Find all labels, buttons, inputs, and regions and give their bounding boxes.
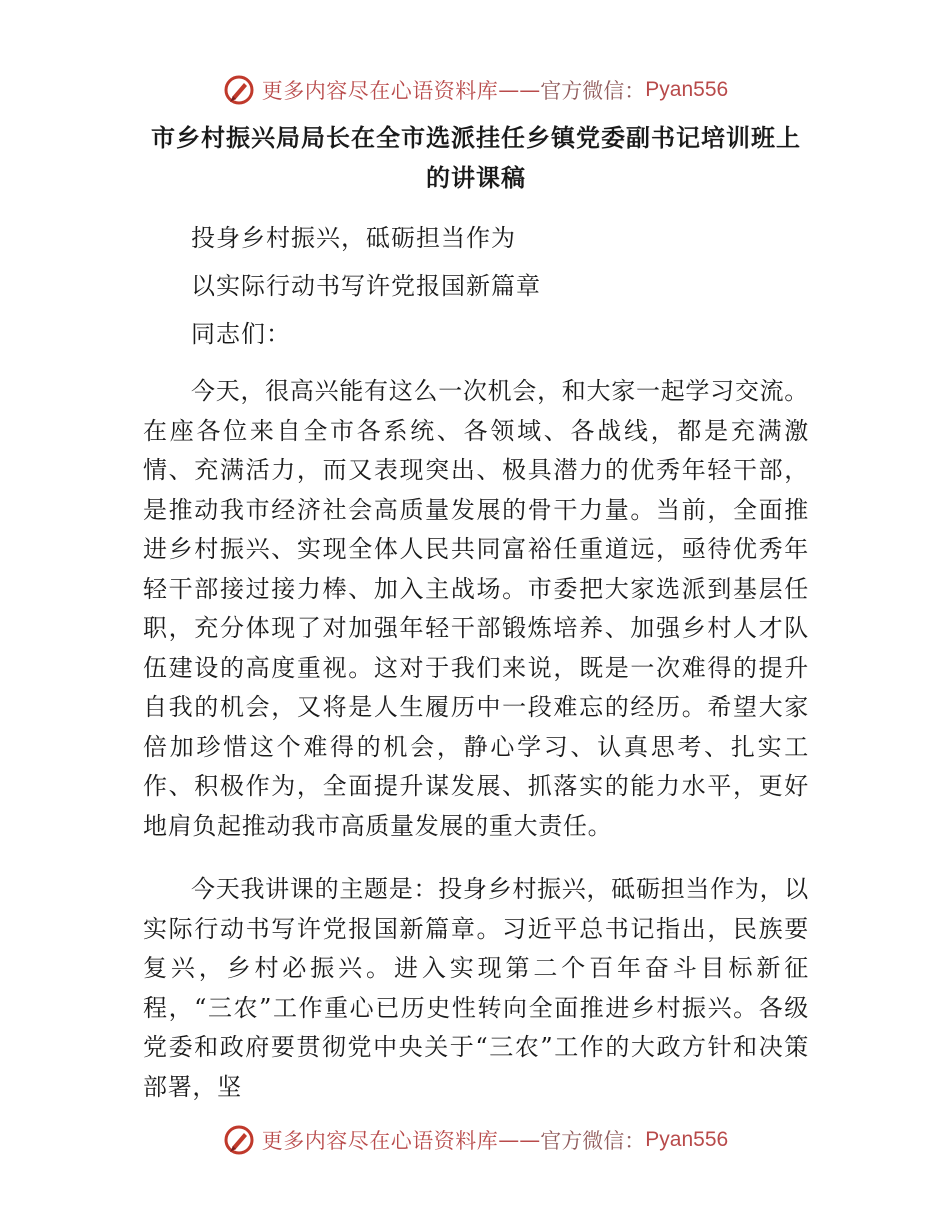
header-watermark (0, 70, 950, 110)
watermark-wechat-label: 官方微信： (540, 1129, 646, 1153)
watermark-dash: —— (498, 78, 541, 102)
pen-logo-icon (222, 1123, 256, 1157)
subtitle-1: 投身乡村振兴，砥砺担当作为 (191, 224, 516, 252)
paragraph-2: 今天我讲课的主题是：投身乡村振兴，砥砺担当作为，以实际行动书写许党报国新篇章。习近平总书记指出，民族要复兴，乡村必振兴。进入实现第二个百年奋斗目标新征程，“三农”工作重心已历史性转向全面推进乡村振兴。各级党委和政府要贯彻党中央关于“三农”工作的大政方针和决策部署，坚 (143, 875, 809, 1101)
watermark-text: 更多内容尽在心语资料库 (261, 1129, 499, 1153)
watermark-wechat-label: 官方微信： (540, 79, 646, 103)
watermark-text: 更多内容尽在心语资料库 (261, 79, 499, 103)
watermark-dash: —— (498, 1128, 541, 1152)
subtitle-2: 以实际行动书写许党报国新篇章 (191, 272, 541, 300)
paragraph-1: 今天，很高兴能有这么一次机会，和大家一起学习交流。在座各位来自全市各系统、各领域、各战线，都是充满激情、充满活力，而又表现突出、极具潜力的优秀年轻干部，是推动我市经济社会高质量发展的骨干力量。当前，全面推进乡村振兴、实现全体人民共同富裕任重道远，亟待优秀年轻干部接过接力棒、加入主战场。市委把大家选派到基层任职，充分体现了对加强年轻干部锻炼培养、加强乡村人才队伍建设的高度重视。这对于我们来说，既是一次难得的提升自我的机会，又将是人生履历中一段难忘的经历。希望大家倍加珍惜这个难得的机会，静心学习、认真思考、扎实工作、积极作为，全面提升谋发展、抓落实的能力水平，更好地肩负起推动我市高质量发展的重大责任。 (143, 377, 809, 840)
document-body (143, 118, 809, 1107)
watermark-wechat-id: Pyan556 (645, 78, 729, 101)
pen-logo-icon (222, 73, 256, 107)
watermark-wechat-id: Pyan556 (645, 1128, 729, 1151)
document-title: 市乡村振兴局局长在全市选派挂任乡镇党委副书记培训班上的讲课稿 (151, 123, 801, 192)
footer-watermark (0, 1120, 950, 1160)
salutation: 同志们： (191, 320, 291, 348)
